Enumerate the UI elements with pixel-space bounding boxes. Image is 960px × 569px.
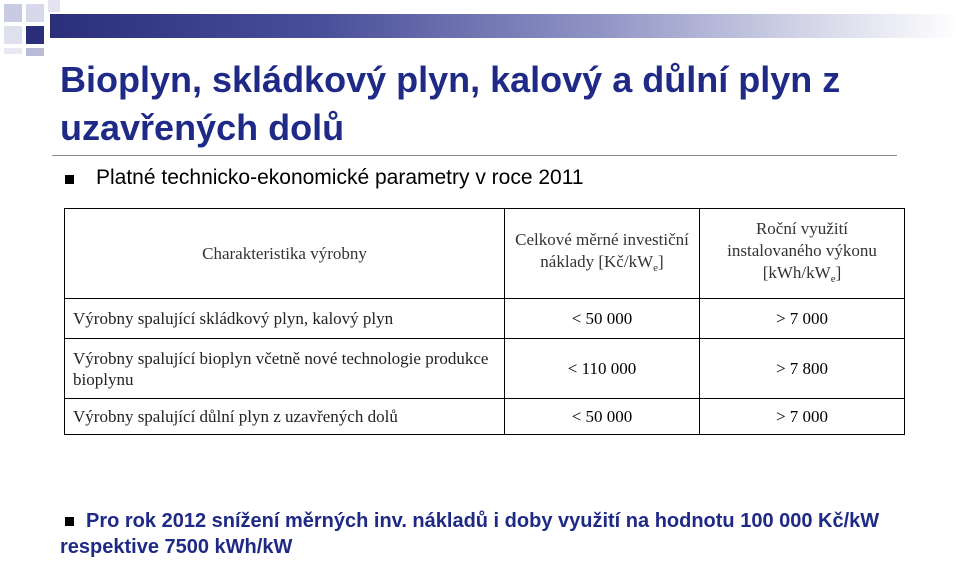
- table-row: [65, 399, 905, 435]
- row-investment: < 50 000: [505, 399, 700, 435]
- header-investment-close: ]: [658, 251, 664, 271]
- table-row: [65, 339, 905, 399]
- header-usage-close: ]: [835, 262, 842, 282]
- note-text: [60, 508, 940, 560]
- deco-square: [4, 26, 22, 44]
- row-usage: > 7 000: [700, 399, 905, 435]
- header-investment-label: Celkové měrné investiční náklady [Kč/kW: [515, 229, 689, 271]
- deco-square: [26, 4, 44, 22]
- deco-square: [4, 48, 22, 54]
- header-usage-label: Roční využití instalovaného výkonu [kWh/kW: [727, 218, 877, 282]
- deco-square: [26, 26, 44, 44]
- row-investment: < 50 000: [505, 299, 700, 339]
- deco-square: [4, 4, 22, 22]
- row-usage: > 7 000: [700, 299, 905, 339]
- note-content: Pro rok 2012 snížení měrných inv. nákladů i doby využití na hodnotu 100 000 Kč/kW respektive 7500 kWh/kW: [60, 510, 880, 558]
- header-usage-subscript: e: [830, 272, 836, 285]
- header-characteristic-label: Charakteristika výrobny: [202, 243, 367, 263]
- bullet-square-icon: [65, 175, 74, 184]
- table-header-row: [65, 209, 905, 299]
- header-bar: [50, 14, 960, 38]
- row-investment: < 110 000: [505, 339, 700, 399]
- page-title: Bioplyn, skládkový plyn, kalový a důlní plyn z uzavřených dolů: [60, 59, 841, 148]
- table-row: [65, 299, 905, 339]
- deco-square: [48, 0, 60, 12]
- title-divider: [52, 155, 897, 156]
- row-usage: > 7 800: [700, 339, 905, 399]
- parameters-table: [64, 208, 905, 435]
- header-characteristic: [65, 209, 505, 299]
- row-label: Výrobny spalující bioplyn včetně nové technologie produkce bioplynu: [65, 339, 505, 399]
- row-label: Výrobny spalující skládkový plyn, kalový plyn: [65, 299, 505, 339]
- deco-square: [26, 48, 44, 56]
- header-usage: [700, 209, 905, 299]
- header-investment: [505, 209, 700, 299]
- row-label: Výrobny spalující důlní plyn z uzavřených dolů: [65, 399, 505, 435]
- header-investment-subscript: e: [653, 261, 659, 274]
- subtitle: Platné technicko-ekonomické parametry v roce 2011: [96, 166, 584, 189]
